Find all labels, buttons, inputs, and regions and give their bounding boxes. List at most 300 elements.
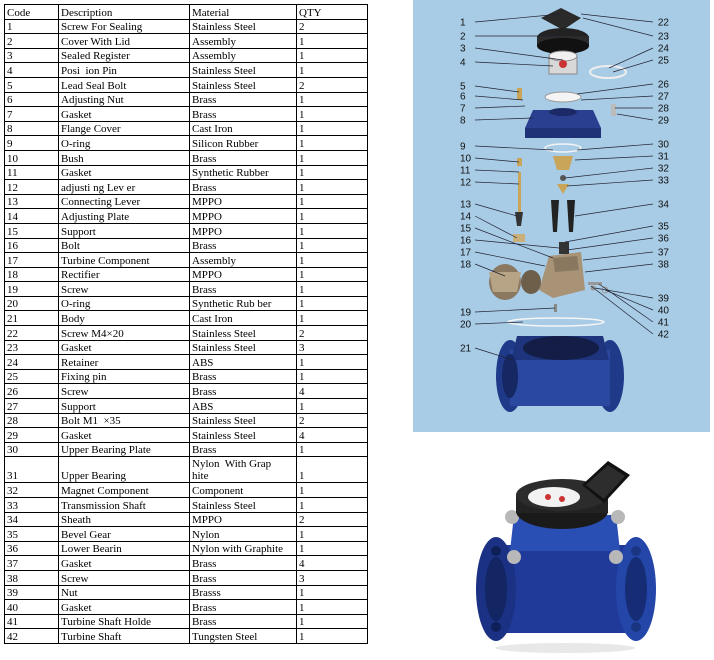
qty-cell: 2 <box>297 19 368 34</box>
material-cell: Stainless Steel <box>190 340 297 355</box>
header-description: Description <box>59 5 190 20</box>
callout-label: 20 <box>460 319 472 331</box>
qty-cell: 1 <box>297 238 368 253</box>
callout-label: 11 <box>460 165 471 177</box>
table-row <box>5 600 368 615</box>
table-row <box>5 223 368 238</box>
qty-cell: 1 <box>297 442 368 457</box>
material-cell: MPPO <box>190 512 297 527</box>
water-meter-photo-svg <box>470 455 660 655</box>
callout-label: 36 <box>657 233 669 245</box>
description-cell: Adjusting Nut <box>59 92 190 107</box>
description-cell: Sealed Register <box>59 48 190 63</box>
material-cell: Brass <box>190 282 297 297</box>
description-cell: Bush <box>59 150 190 165</box>
qty-cell: 1 <box>297 136 368 151</box>
qty-cell: 1 <box>297 194 368 209</box>
table-row <box>5 483 368 498</box>
table-row <box>5 413 368 428</box>
material-cell: Nylon With Grap hite <box>190 457 297 483</box>
qty-cell: 1 <box>297 209 368 224</box>
description-cell: Screw M4×20 <box>59 326 190 341</box>
code-cell: 2 <box>5 34 59 49</box>
table-row <box>5 442 368 457</box>
callout-leader-line <box>567 180 653 186</box>
description-cell: Retainer <box>59 355 190 370</box>
qty-cell: 1 <box>297 296 368 311</box>
description-cell: Connecting Lever <box>59 194 190 209</box>
code-cell: 11 <box>5 165 59 180</box>
flange-cover <box>525 108 601 138</box>
qty-cell: 1 <box>297 483 368 498</box>
callout-label: 32 <box>657 163 669 175</box>
table-row <box>5 512 368 527</box>
code-cell: 38 <box>5 570 59 585</box>
callout-leader-line <box>591 286 653 334</box>
material-cell: Tungsten Steel <box>190 629 297 644</box>
code-cell: 17 <box>5 253 59 268</box>
description-cell: Upper Bearing <box>59 457 190 483</box>
turbine-support <box>539 242 585 298</box>
table-row <box>5 355 368 370</box>
callout-label: 28 <box>657 103 669 115</box>
callout-label: 5 <box>460 81 466 93</box>
callout-label: 34 <box>657 199 669 211</box>
parts-table-body <box>5 19 368 643</box>
callout-leader-line <box>609 48 653 68</box>
material-cell: Brass <box>190 92 297 107</box>
bevel-gear-upper <box>557 184 569 194</box>
connecting-lever <box>515 212 523 226</box>
qty-cell: 3 <box>297 570 368 585</box>
description-cell: Screw For Sealing <box>59 19 190 34</box>
code-cell: 25 <box>5 369 59 384</box>
callout-leader-line <box>475 86 519 92</box>
material-cell: Brass <box>190 107 297 122</box>
code-cell: 42 <box>5 629 59 644</box>
code-cell: 20 <box>5 296 59 311</box>
table-row <box>5 541 368 556</box>
material-cell: Stainless Steel <box>190 498 297 513</box>
table-row <box>5 556 368 571</box>
description-cell: Screw <box>59 384 190 399</box>
qty-cell: 2 <box>297 326 368 341</box>
left-callout-labels <box>460 14 563 360</box>
callout-label: 18 <box>460 259 472 271</box>
table-row <box>5 19 368 34</box>
table-row <box>5 165 368 180</box>
description-cell: Screw <box>59 570 190 585</box>
callout-label: 21 <box>460 343 472 355</box>
table-row <box>5 209 368 224</box>
description-cell: Lead Seal Bolt <box>59 77 190 92</box>
table-header-row <box>5 5 368 20</box>
description-cell: Gasket <box>59 428 190 443</box>
table-row <box>5 570 368 585</box>
qty-cell: 1 <box>297 399 368 414</box>
code-cell: 28 <box>5 413 59 428</box>
code-cell: 13 <box>5 194 59 209</box>
code-cell: 35 <box>5 527 59 542</box>
material-cell: Brass <box>190 180 297 195</box>
table-row <box>5 253 368 268</box>
callout-label: 13 <box>460 199 472 211</box>
table-row <box>5 384 368 399</box>
table-row <box>5 296 368 311</box>
table-row <box>5 498 368 513</box>
description-cell: Screw <box>59 282 190 297</box>
material-cell: Stainless Steel <box>190 19 297 34</box>
code-cell: 19 <box>5 282 59 297</box>
callout-leader-line <box>583 252 653 260</box>
table-row <box>5 629 368 644</box>
table-row <box>5 194 368 209</box>
qty-cell: 2 <box>297 77 368 92</box>
material-cell: Brass <box>190 238 297 253</box>
description-cell: Turbine Shaft <box>59 629 190 644</box>
description-cell: Adjusting Plate <box>59 209 190 224</box>
qty-cell: 2 <box>297 413 368 428</box>
table-row <box>5 34 368 49</box>
code-cell: 32 <box>5 483 59 498</box>
material-cell: Brass <box>190 614 297 629</box>
header-qty: QTY <box>297 5 368 20</box>
callout-leader-line <box>599 284 653 322</box>
material-cell: Cast Iron <box>190 311 297 326</box>
qty-cell: 1 <box>297 282 368 297</box>
code-cell: 3 <box>5 48 59 63</box>
callout-label: 6 <box>460 91 466 103</box>
water-meter-photo <box>470 455 660 655</box>
qty-cell: 4 <box>297 384 368 399</box>
parts-table <box>4 4 368 644</box>
callout-label: 9 <box>460 141 466 153</box>
material-cell: Assembly <box>190 34 297 49</box>
sealed-register <box>549 51 577 74</box>
code-cell: 33 <box>5 498 59 513</box>
description-cell: Gasket <box>59 107 190 122</box>
gasket-plate <box>545 92 581 102</box>
table-row <box>5 585 368 600</box>
header-material: Material <box>190 5 297 20</box>
callout-label: 24 <box>657 43 669 55</box>
table-row <box>5 457 368 483</box>
qty-cell: 1 <box>297 267 368 282</box>
retainer-ring <box>590 66 626 78</box>
code-cell: 15 <box>5 223 59 238</box>
table-row <box>5 369 368 384</box>
code-cell: 9 <box>5 136 59 151</box>
description-cell: Gasket <box>59 340 190 355</box>
upper-bearing-plate <box>553 156 573 170</box>
code-cell: 30 <box>5 442 59 457</box>
callout-leader-line <box>475 216 517 238</box>
material-cell: MPPO <box>190 209 297 224</box>
code-cell: 37 <box>5 556 59 571</box>
description-cell: O-ring <box>59 136 190 151</box>
turbine-rotor <box>489 264 541 300</box>
callout-label: 7 <box>460 103 466 115</box>
table-row <box>5 150 368 165</box>
callout-leader-line <box>475 106 525 108</box>
table-row <box>5 527 368 542</box>
code-cell: 39 <box>5 585 59 600</box>
callout-label: 4 <box>460 57 466 69</box>
qty-cell: 4 <box>297 556 368 571</box>
material-cell: Stainless Steel <box>190 428 297 443</box>
exploded-view-svg <box>413 0 710 432</box>
code-cell: 10 <box>5 150 59 165</box>
callout-leader-line <box>475 228 553 258</box>
sheath-left <box>551 200 559 232</box>
qty-cell: 2 <box>297 512 368 527</box>
code-cell: 16 <box>5 238 59 253</box>
material-cell: Brass <box>190 150 297 165</box>
description-cell: Fixing pin <box>59 369 190 384</box>
code-cell: 4 <box>5 63 59 78</box>
callout-label: 23 <box>657 31 669 43</box>
qty-cell: 1 <box>297 457 368 483</box>
code-cell: 7 <box>5 107 59 122</box>
callout-leader-line <box>475 308 555 312</box>
callout-leader-line <box>567 238 653 250</box>
callout-label: 25 <box>657 55 669 67</box>
qty-cell: 1 <box>297 355 368 370</box>
qty-cell: 1 <box>297 600 368 615</box>
register-lid <box>537 8 589 54</box>
code-cell: 27 <box>5 399 59 414</box>
material-cell: Stainless Steel <box>190 326 297 341</box>
callout-label: 40 <box>657 305 669 317</box>
table-row <box>5 428 368 443</box>
callout-leader-line <box>577 144 653 150</box>
callout-label: 10 <box>460 153 472 165</box>
callout-label: 16 <box>460 235 472 247</box>
callout-label: 12 <box>460 177 472 189</box>
material-cell: ABS <box>190 355 297 370</box>
material-cell: ABS <box>190 399 297 414</box>
material-cell: Nylon with Graphite <box>190 541 297 556</box>
code-cell: 26 <box>5 384 59 399</box>
description-cell: Nut <box>59 585 190 600</box>
description-cell: Support <box>59 223 190 238</box>
code-cell: 41 <box>5 614 59 629</box>
qty-cell: 1 <box>297 34 368 49</box>
qty-cell: 4 <box>297 428 368 443</box>
callout-leader-line <box>581 96 653 100</box>
code-cell: 5 <box>5 77 59 92</box>
material-cell: Component <box>190 483 297 498</box>
description-cell: Sheath <box>59 512 190 527</box>
callout-leader-line <box>475 158 519 162</box>
sheath-right <box>567 200 575 232</box>
callout-leader-line <box>575 156 653 160</box>
callout-label: 35 <box>657 221 669 233</box>
callout-label: 14 <box>460 211 472 223</box>
qty-cell: 1 <box>297 165 368 180</box>
description-cell: Gasket <box>59 600 190 615</box>
lead-seal-bolt <box>517 88 522 100</box>
code-cell: 36 <box>5 541 59 556</box>
material-cell: Assembly <box>190 48 297 63</box>
description-cell: O-ring <box>59 296 190 311</box>
callout-leader-line <box>475 146 553 150</box>
callout-leader-line <box>475 62 553 66</box>
code-cell: 14 <box>5 209 59 224</box>
table-row <box>5 326 368 341</box>
description-cell: Bolt M1 ×35 <box>59 413 190 428</box>
description-cell: adjusti ng Lev er <box>59 180 190 195</box>
table-row <box>5 282 368 297</box>
material-cell: Brass <box>190 442 297 457</box>
code-cell: 24 <box>5 355 59 370</box>
callout-label: 27 <box>657 91 669 103</box>
callout-leader-line <box>575 204 653 216</box>
qty-cell: 1 <box>297 253 368 268</box>
code-cell: 40 <box>5 600 59 615</box>
table-row <box>5 238 368 253</box>
callout-leader-line <box>585 264 653 272</box>
callout-leader-line <box>475 96 523 100</box>
qty-cell: 1 <box>297 527 368 542</box>
description-cell: Flange Cover <box>59 121 190 136</box>
callout-label: 31 <box>657 151 669 163</box>
code-cell: 22 <box>5 326 59 341</box>
callout-label: 30 <box>657 139 669 151</box>
table-row <box>5 63 368 78</box>
callout-label: 41 <box>657 317 669 329</box>
qty-cell: 1 <box>297 614 368 629</box>
callout-label: 3 <box>460 43 466 55</box>
table-row <box>5 267 368 282</box>
qty-cell: 1 <box>297 498 368 513</box>
qty-cell: 3 <box>297 340 368 355</box>
callout-label: 29 <box>657 115 669 127</box>
material-cell: Synthetic Rubber <box>190 165 297 180</box>
table-row <box>5 121 368 136</box>
material-cell: MPPO <box>190 267 297 282</box>
meter-body <box>496 336 624 412</box>
material-cell: Stainless Steel <box>190 413 297 428</box>
material-cell: Stainless Steel <box>190 77 297 92</box>
description-cell: Turbine Component <box>59 253 190 268</box>
table-row <box>5 136 368 151</box>
qty-cell: 1 <box>297 63 368 78</box>
qty-cell: 1 <box>297 541 368 556</box>
description-cell: Upper Bearing Plate <box>59 442 190 457</box>
table-row <box>5 311 368 326</box>
qty-cell: 1 <box>297 223 368 238</box>
material-cell: Stainless Steel <box>190 63 297 78</box>
code-cell: 8 <box>5 121 59 136</box>
callout-leader-line <box>617 114 653 120</box>
description-cell: Posi ion Pin <box>59 63 190 78</box>
material-cell: Assembly <box>190 253 297 268</box>
material-cell: Brass <box>190 556 297 571</box>
table-row <box>5 399 368 414</box>
material-cell: MPPO <box>190 223 297 238</box>
qty-cell: 1 <box>297 150 368 165</box>
o-ring-upper <box>545 144 581 152</box>
code-cell: 23 <box>5 340 59 355</box>
callout-leader-line <box>475 170 519 172</box>
qty-cell: 1 <box>297 92 368 107</box>
table-row <box>5 340 368 355</box>
adjusting-plate <box>513 234 525 242</box>
callout-label: 19 <box>460 307 472 319</box>
material-cell: Silicon Rubber <box>190 136 297 151</box>
material-cell: Brass <box>190 570 297 585</box>
table-row <box>5 48 368 63</box>
code-cell: 12 <box>5 180 59 195</box>
qty-cell: 1 <box>297 369 368 384</box>
description-cell: Body <box>59 311 190 326</box>
material-cell: MPPO <box>190 194 297 209</box>
code-cell: 6 <box>5 92 59 107</box>
callout-leader-line <box>475 118 533 120</box>
code-cell: 34 <box>5 512 59 527</box>
callout-label: 15 <box>460 223 472 235</box>
description-cell: Gasket <box>59 165 190 180</box>
adjusting-lever <box>518 172 521 212</box>
qty-cell: 1 <box>297 48 368 63</box>
callout-leader-line <box>475 204 517 216</box>
description-cell: Transmission Shaft <box>59 498 190 513</box>
table-row <box>5 77 368 92</box>
callout-leader-line <box>565 168 653 178</box>
description-cell: Rectifier <box>59 267 190 282</box>
callout-leader-line <box>475 252 545 266</box>
callout-label: 42 <box>657 329 669 341</box>
bolt <box>611 104 616 116</box>
callout-label: 37 <box>657 247 669 259</box>
callout-leader-line <box>577 84 653 94</box>
table-row <box>5 614 368 629</box>
code-cell: 18 <box>5 267 59 282</box>
material-cell: Brass <box>190 384 297 399</box>
callout-label: 26 <box>657 79 669 91</box>
callout-label: 38 <box>657 259 669 271</box>
callout-leader-line <box>581 14 653 22</box>
callout-label: 39 <box>657 293 669 305</box>
description-cell: Cover With Lid <box>59 34 190 49</box>
material-cell: Brass <box>190 600 297 615</box>
description-cell: Gasket <box>59 556 190 571</box>
material-cell: Synthetic Rub ber <box>190 296 297 311</box>
qty-cell: 1 <box>297 121 368 136</box>
qty-cell: 1 <box>297 585 368 600</box>
callout-label: 2 <box>460 31 466 43</box>
callout-leader-line <box>475 182 519 184</box>
code-cell: 31 <box>5 457 59 483</box>
table-row <box>5 107 368 122</box>
qty-cell: 1 <box>297 107 368 122</box>
description-cell: Bevel Gear <box>59 527 190 542</box>
description-cell: Lower Bearin <box>59 541 190 556</box>
description-cell: Bolt <box>59 238 190 253</box>
material-cell: Cast Iron <box>190 121 297 136</box>
callout-label: 1 <box>460 17 466 29</box>
code-cell: 29 <box>5 428 59 443</box>
callout-leader-line <box>613 60 653 72</box>
table-row <box>5 92 368 107</box>
qty-cell: 1 <box>297 311 368 326</box>
callout-label: 8 <box>460 115 466 127</box>
qty-cell: 1 <box>297 629 368 644</box>
qty-cell: 1 <box>297 180 368 195</box>
callout-label: 17 <box>460 247 472 259</box>
description-cell: Magnet Component <box>59 483 190 498</box>
